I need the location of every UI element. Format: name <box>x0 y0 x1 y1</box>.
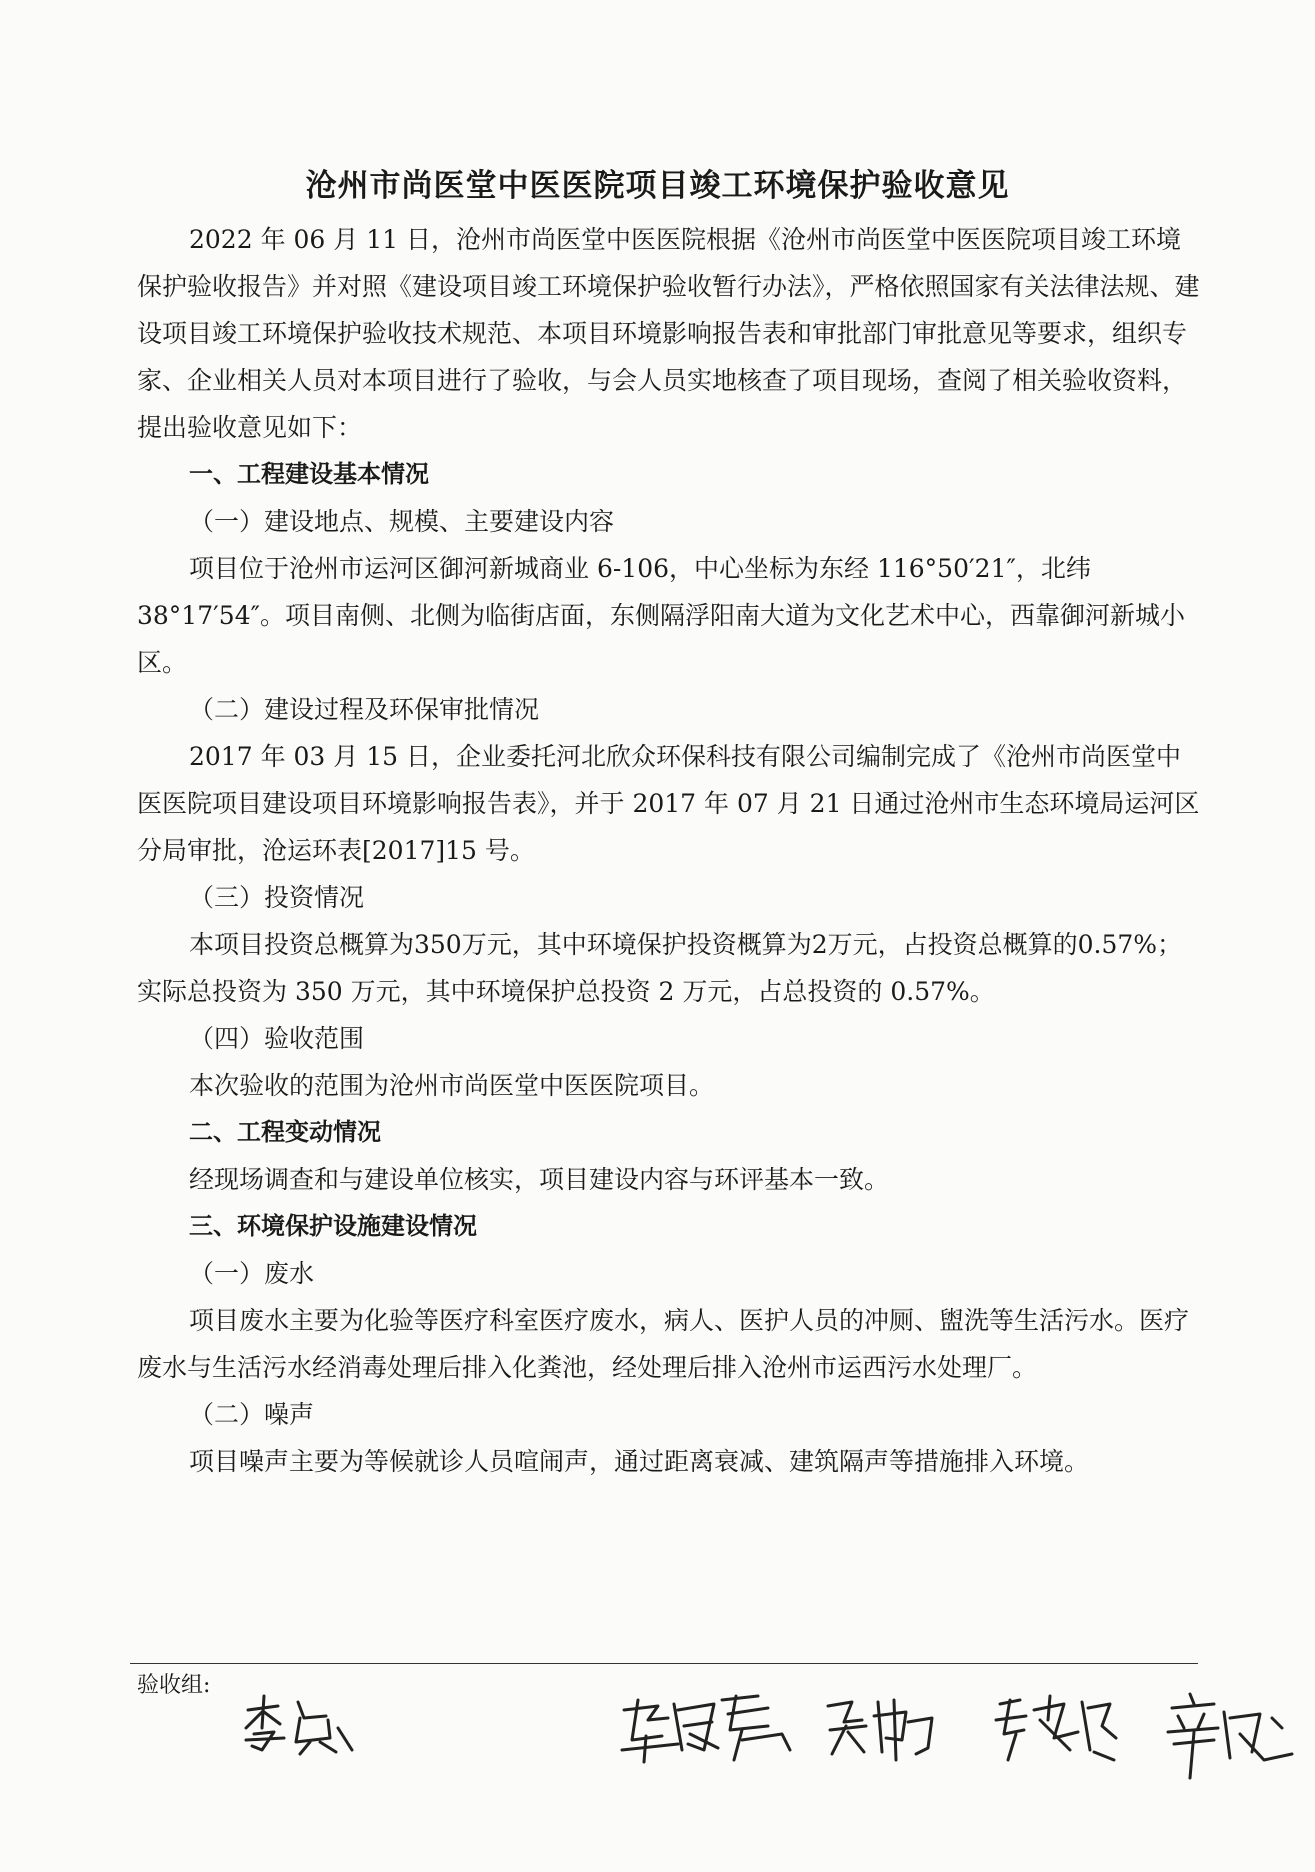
noise-paragraph: 项目噪声主要为等候就诊人员喧闹声，通过距离衰减、建筑隔声等措施排入环境。 <box>189 1447 1090 1476</box>
intro-paragraph: 2022 年 06 月 11 日，沧州市尚医堂中医医院根据《沧州市尚医堂中医医院项目竣工环境保护验收报告》并对照《建设项目竣工环境保护验收暂行办法》，严格依照国家有关法律法规、建设项目竣工环境保护验收技术规范、本项目环境影响报告表和审批部门审批意见等要求，组织专家、企业相关人员对本项目进行了验收，与会人员实地核查了项目现场，查阅了相关验收资料，提出验收意见如下： <box>137 225 1200 442</box>
subheading-scope: （四）验收范围 <box>189 1024 365 1053</box>
section-heading-3: 三、环境保护设施建设情况 <box>189 1212 477 1240</box>
signature-1 <box>240 1688 360 1758</box>
document-body <box>137 216 1202 1485</box>
approval-paragraph: 2017 年 03 月 15 日，企业委托河北欣众环保科技有限公司编制完成了《沧州市尚医堂中医医院项目建设项目环境影响报告表》，并于 2017 年 07 月 21 日通过沧州市生态环境局运河区分局审批，沧运环表[2017]15 号。 <box>137 742 1200 865</box>
section-heading-2: 二、工程变动情况 <box>189 1118 381 1146</box>
scope-paragraph: 本次验收的范围为沧州市尚医堂中医医院项目。 <box>189 1071 715 1100</box>
footer-divider <box>130 1663 1198 1664</box>
wastewater-paragraph: 项目废水主要为化验等医疗科室医疗废水，病人、医护人员的冲厕、盥洗等生活污水。医疗废水与生活污水经消毒处理后排入化粪池，经处理后排入沧州市运西污水处理厂。 <box>137 1306 1190 1382</box>
document-title: 沧州市尚医堂中医医院项目竣工环境保护验收意见 <box>305 168 1010 204</box>
subheading-location: （一）建设地点、规模、主要建设内容 <box>189 507 615 536</box>
subheading-wastewater: （一）废水 <box>189 1259 315 1288</box>
location-paragraph: 项目位于沧州市运河区御河新城商业 6-106，中心坐标为东经 116°50′21″，北纬 38°17′54″。项目南侧、北侧为临街店面，东侧隔浮阳南大道为文化艺术中心，西靠御河新城小区。 <box>137 554 1185 677</box>
signature-4 <box>990 1690 1120 1770</box>
changes-paragraph: 经现场调查和与建设单位核实，项目建设内容与环评基本一致。 <box>189 1165 890 1194</box>
section-heading-1: 一、工程建设基本情况 <box>189 460 429 488</box>
subheading-noise: （二）噪声 <box>189 1400 315 1429</box>
subheading-investment: （三）投资情况 <box>189 883 365 912</box>
signature-2 <box>618 1690 798 1770</box>
investment-paragraph: 本项目投资总概算为350万元，其中环境保护投资概算为2万元，占投资总概算的0.57%；实际总投资为 350 万元，其中环境保护总投资 2 万元，占总投资的 0.57%。 <box>137 930 1183 1006</box>
subheading-approval: （二）建设过程及环保审批情况 <box>189 695 540 724</box>
signature-5 <box>1160 1688 1300 1783</box>
acceptance-group-label: 验收组: <box>137 1673 211 1698</box>
signature-3 <box>822 1692 942 1767</box>
